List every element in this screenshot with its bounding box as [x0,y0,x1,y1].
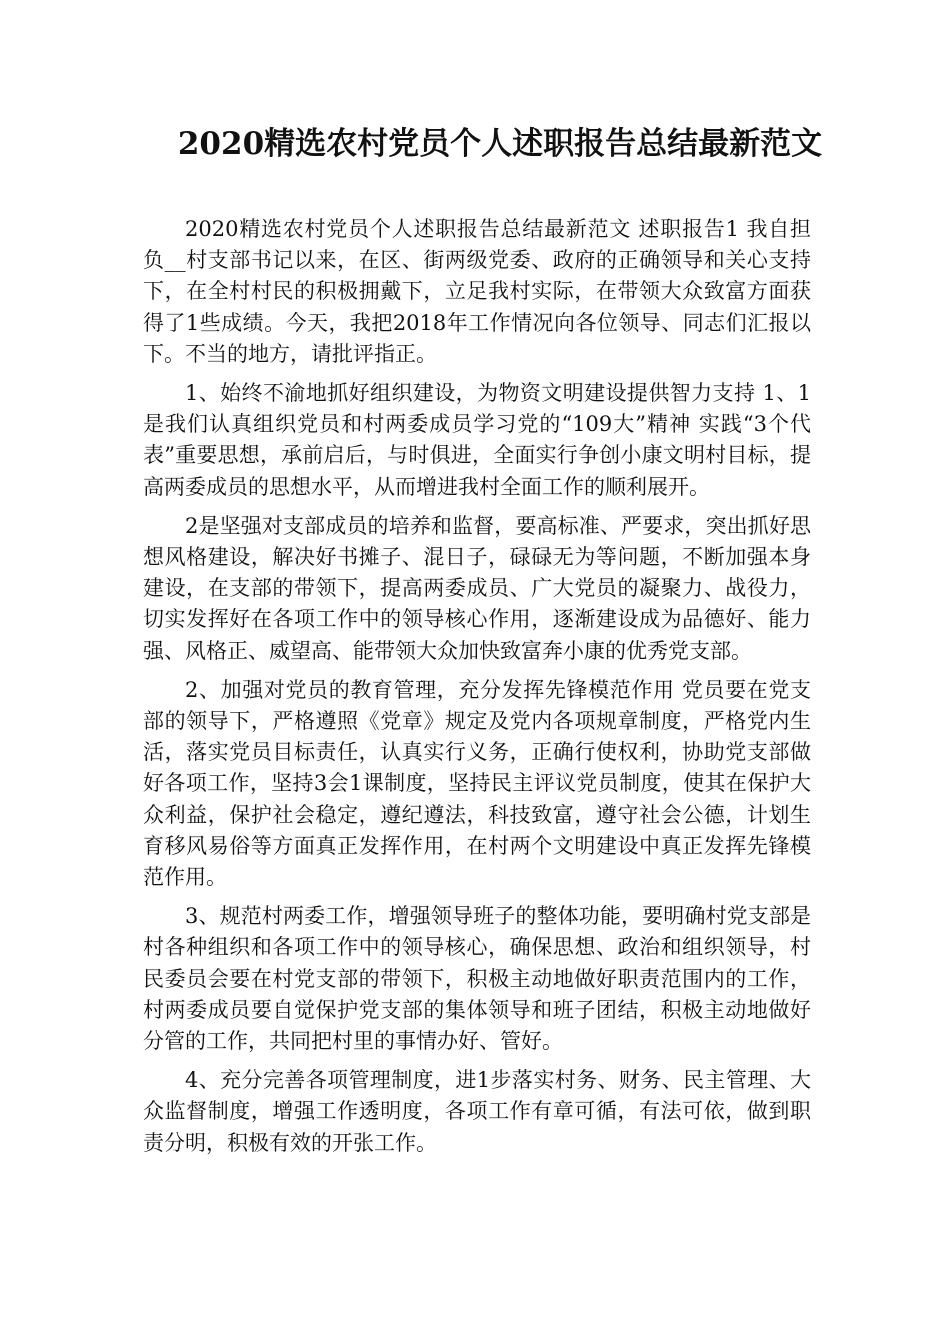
paragraph-committee-work: 3、规范村两委工作，增强领导班子的整体功能，要明确村党支部是 村各种组织和各项工作中的领导核心，确保思想、政治和组织领导，村民委员会要在村党支部的带领下，积极主动地做好职责范围内的工作，村两委成员要自觉保护党支部的集体领导和班子团结，积极主动地做好分管的工作，共同把村里的事情办好、管好。 [143,904,811,1054]
paragraph-party-education: 2、加强对党员的教育管理，充分发挥先锋模范作用 党员要在党支部的领导下，严格遵照《党章》规定及党内各项规章制度，严格党内生活，落实党员目标责任，认真实行义务，正确行使权利，协助党支部做好各项工作，坚持3会1课制度，坚持民主评议党员制度，使其在保护大众利益，保护社会稳定，遵纪遵法，科技致富，遵守社会公德，计划生育移风易俗等方面真正发挥作用，在村两个文明建设中真正发挥先锋模范作用。 [143,677,811,890]
document-body [143,214,811,1167]
paragraph-management-system: 4、充分完善各项管理制度，进1步落实村务、财务、民主管理、大众监督制度，增强工作透明度，各项工作有章可循，有法可依，做到职责分明，积极有效的开张工作。 [143,1068,811,1155]
paragraph-intro: 2020精选农村党员个人述职报告总结最新范文 述职报告1 我自担负__村支部书记以来，在区、街两级党委、政府的正确领导和关心支持下，在全村村民的积极拥戴下，立足我村实际，在带领大众致富方面获得了1些成绩。今天，我把2018年工作情况向各位领导、同志们汇报以下。不当的地方，请批评指正。 [143,217,811,366]
document-title: 2020精选农村党员个人述职报告总结最新范文 [177,126,823,162]
paragraph-supervision: 2是坚强对支部成员的培养和监督，要高标准、严要求，突出抓好思想风格建设，解决好书摊子、混日子，碌碌无为等问题，不断加强本身建设，在支部的带领下，提高两委成员、广大党员的凝聚力、战役力，切实发挥好在各项工作中的领导核心作用，逐渐建设成为品德好、能力强、风格正、威望高、能带领大众加快致富奔小康的优秀党支部。 [143,513,811,663]
paragraph-organization: 1、始终不渝地抓好组织建设，为物资文明建设提供智力支持 1、1是我们认真组织党员和村两委成员学习党的“109大”精神 实践“3个代表”重要思想，承前启后，与时俱进，全面实行争创小康文明村目标，提高两委成员的思想水平，从而增进我村全面工作的顺利展开。 [143,381,811,499]
